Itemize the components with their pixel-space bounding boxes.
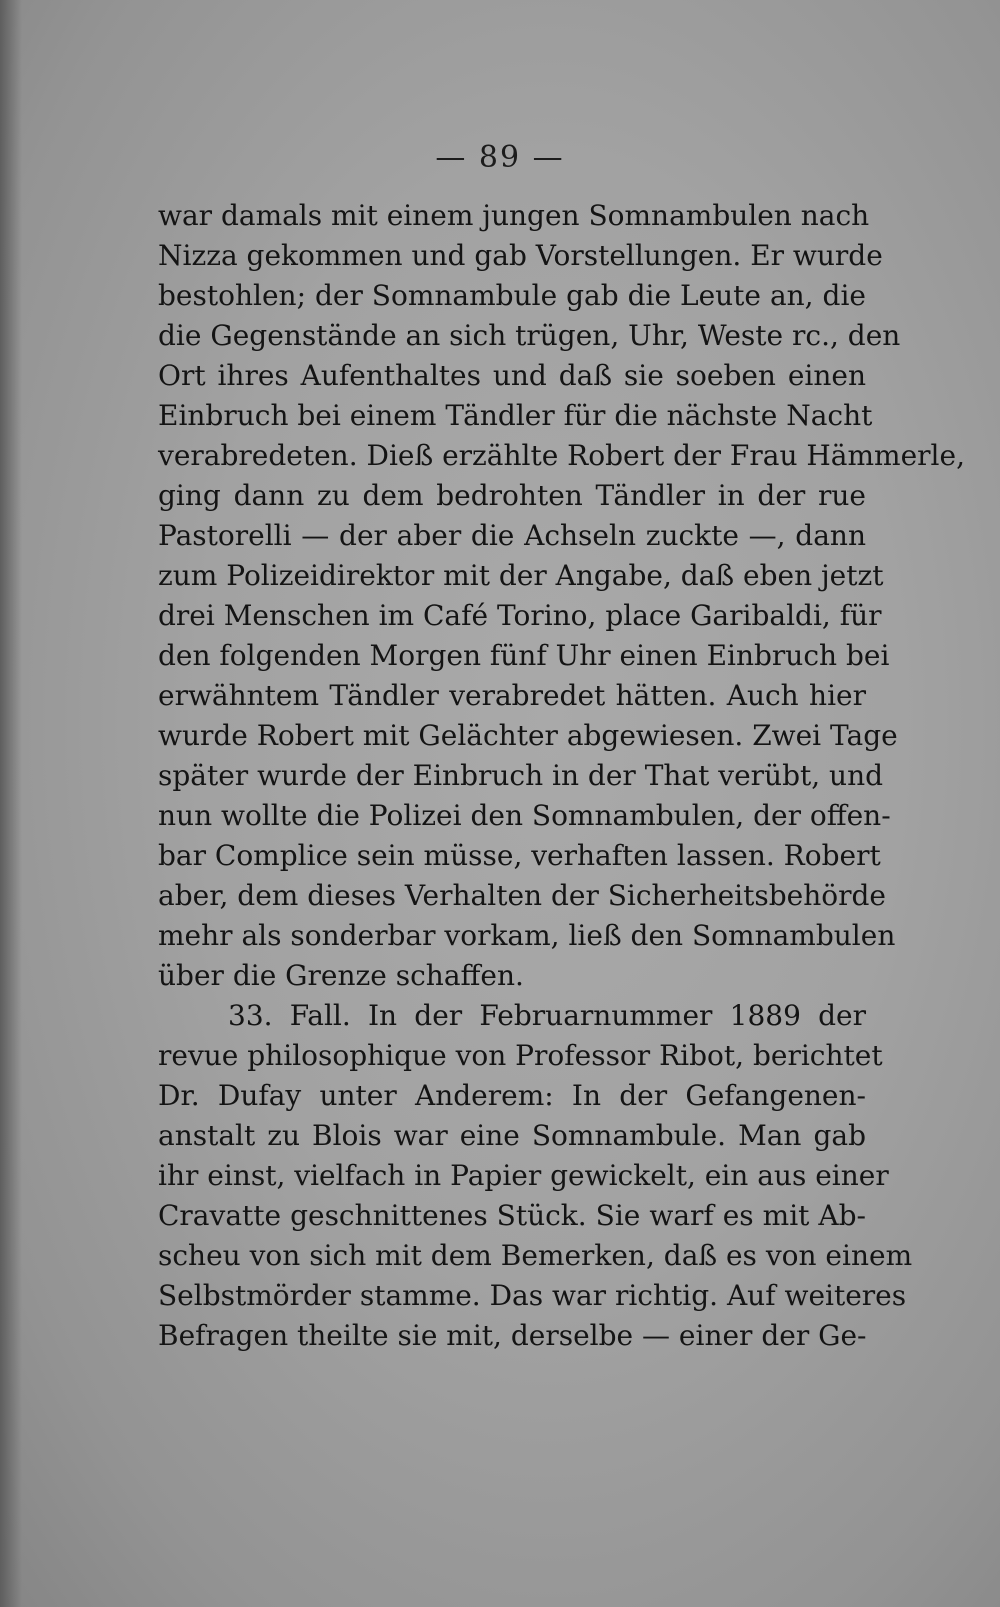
- text-line: bar Complice sein müsse, verhaften lassen. Robert: [158, 839, 881, 872]
- text-line: ging dann zu dem bedrohten Tändler in der rue: [158, 479, 866, 512]
- text-line: erwähntem Tändler verabredet hätten. Auch hier: [158, 679, 866, 712]
- text-line: Nizza gekommen und gab Vorstellungen. Er wurde: [158, 239, 883, 272]
- text-line: ihr einst, vielfach in Papier gewickelt, ein aus einer: [158, 1159, 889, 1192]
- text-line: verabredeten. Dieß erzählte Robert der Frau Hämmerle,: [158, 439, 965, 472]
- text-line: revue philosophique von Professor Ribot, berichtet: [158, 1039, 883, 1072]
- text-line: Ort ihres Aufenthaltes und daß sie soeben einen: [158, 359, 866, 392]
- text-line: Pastorelli — der aber die Achseln zuckte —, dann: [158, 519, 866, 552]
- text-line: nun wollte die Polizei den Somnambulen, der offen-: [158, 799, 891, 832]
- body-text: [158, 196, 965, 1356]
- text-line: scheu von sich mit dem Bemerken, daß es von einem: [158, 1239, 913, 1272]
- case-heading-line: 33. Fall. In der Februarnummer 1889 der: [228, 999, 866, 1032]
- text-line: Dr. Dufay unter Anderem: In der Gefangenen-: [158, 1079, 866, 1112]
- text-line: bestohlen; der Somnambule gab die Leute an, die: [158, 279, 866, 312]
- text-line: mehr als sonderbar vorkam, ließ den Somnambulen: [158, 919, 896, 952]
- text-line: wurde Robert mit Gelächter abgewiesen. Zwei Tage: [158, 719, 898, 752]
- text-line: Befragen theilte sie mit, derselbe — einer der Ge-: [158, 1319, 867, 1352]
- text-line: war damals mit einem jungen Somnambulen nach: [158, 199, 870, 232]
- text-line: Cravatte geschnittenes Stück. Sie warf es mit Ab-: [158, 1199, 866, 1232]
- text-line: später wurde der Einbruch in der That verübt, und: [158, 759, 884, 792]
- text-line: Selbstmörder stamme. Das war richtig. Auf weiteres: [158, 1279, 907, 1312]
- text-line: anstalt zu Blois war eine Somnambule. Man gab: [158, 1119, 866, 1152]
- text-line: Einbruch bei einem Tändler für die nächste Nacht: [158, 399, 873, 432]
- text-line: aber, dem dieses Verhalten der Sicherheitsbehörde: [158, 879, 886, 912]
- text-line: drei Menschen im Café Torino, place Garibaldi, für: [158, 599, 882, 632]
- text-line: die Gegenstände an sich trügen, Uhr, Weste rc., den: [158, 319, 901, 352]
- text-line: den folgenden Morgen fünf Uhr einen Einbruch bei: [158, 639, 890, 672]
- text-line: zum Polizeidirektor mit der Angabe, daß eben jetzt: [158, 559, 884, 592]
- paragraph-end-line: über die Grenze schaffen.: [158, 959, 524, 992]
- page-number: — 89 —: [435, 140, 565, 175]
